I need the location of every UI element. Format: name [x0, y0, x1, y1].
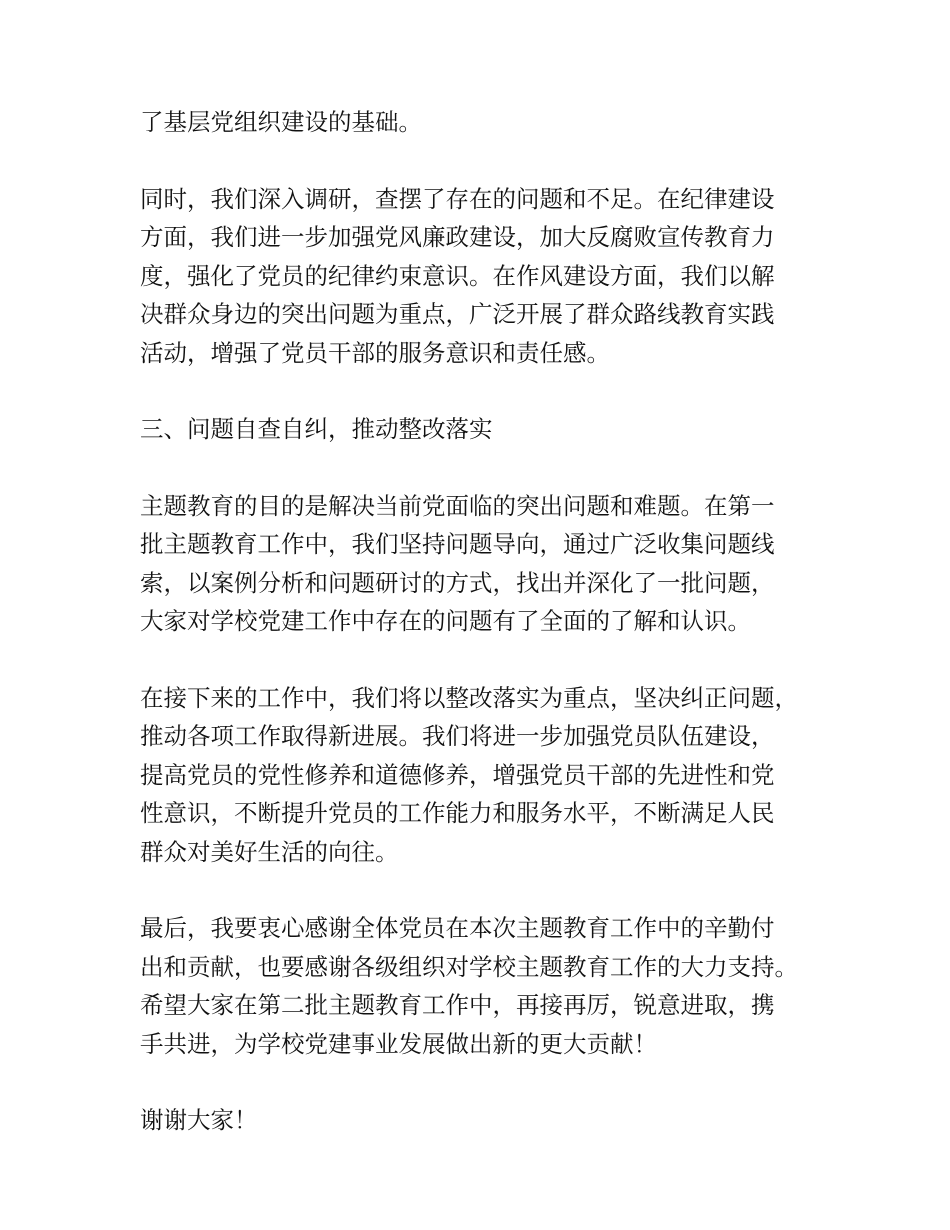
section-heading	[140, 410, 840, 449]
text-line: 推动各项工作取得新进展。我们将进一步加强党员队伍建设，	[140, 722, 775, 750]
text-line: 主题教育的目的是解决当前党面临的突出问题和难题。在第一	[140, 491, 775, 520]
text-line: 在接下来的工作中，我们将以整改落实为重点，坚决纠正问题，	[140, 683, 798, 712]
text-line: 批主题教育工作中，我们坚持问题导向，通过广泛收集问题线	[140, 530, 775, 558]
heading-text: 三、问题自查自纠，推动整改落实	[140, 415, 493, 443]
text-line: 活动，增强了党员干部的服务意识和责任感。	[140, 338, 610, 367]
paragraph-next-steps	[140, 679, 840, 872]
text-line: 群众对美好生活的向往。	[140, 837, 399, 866]
text-line: 提高党员的党性修养和道德修养，增强党员干部的先进性和党	[140, 760, 775, 789]
text-line: 大家对学校党建工作中存在的问题有了全面的了解和认识。	[140, 607, 751, 635]
text-line: 方面，我们进一步加强党风廉政建设，加大反腐败宣传教育力	[140, 223, 775, 251]
text-line: 谢谢大家！	[140, 1106, 258, 1134]
paragraph-discipline-and-conduct	[140, 180, 840, 373]
text-line: 同时，我们深入调研，查摆了存在的问题和不足。在纪律建设	[140, 184, 775, 213]
document-body	[140, 103, 840, 1178]
text-line: 最后，我要衷心感谢全体党员在本次主题教育工作中的辛勤付	[140, 914, 775, 942]
text-line: 了基层党组织建设的基础。	[140, 108, 422, 136]
text-line: 希望大家在第二批主题教育工作中，再接再厉，锐意进取，携	[140, 991, 775, 1019]
paragraph-acknowledgement	[140, 909, 840, 1063]
paragraph-continuation	[140, 103, 840, 142]
text-line: 出和贡献，也要感谢各级组织对学校主题教育工作的大力支持。	[140, 952, 798, 981]
text-line: 索，以案例分析和问题研讨的方式，找出并深化了一批问题，	[140, 568, 775, 597]
paragraph-problem-review	[140, 487, 840, 641]
text-line: 性意识，不断提升党员的工作能力和服务水平，不断满足人民	[140, 799, 775, 827]
text-line: 度，强化了党员的纪律约束意识。在作风建设方面，我们以解	[140, 261, 775, 290]
text-line: 决群众身边的突出问题为重点，广泛开展了群众路线教育实践	[140, 300, 775, 328]
text-line: 手共进，为学校党建事业发展做出新的更大贡献！	[140, 1029, 657, 1058]
paragraph-closing	[140, 1101, 840, 1140]
